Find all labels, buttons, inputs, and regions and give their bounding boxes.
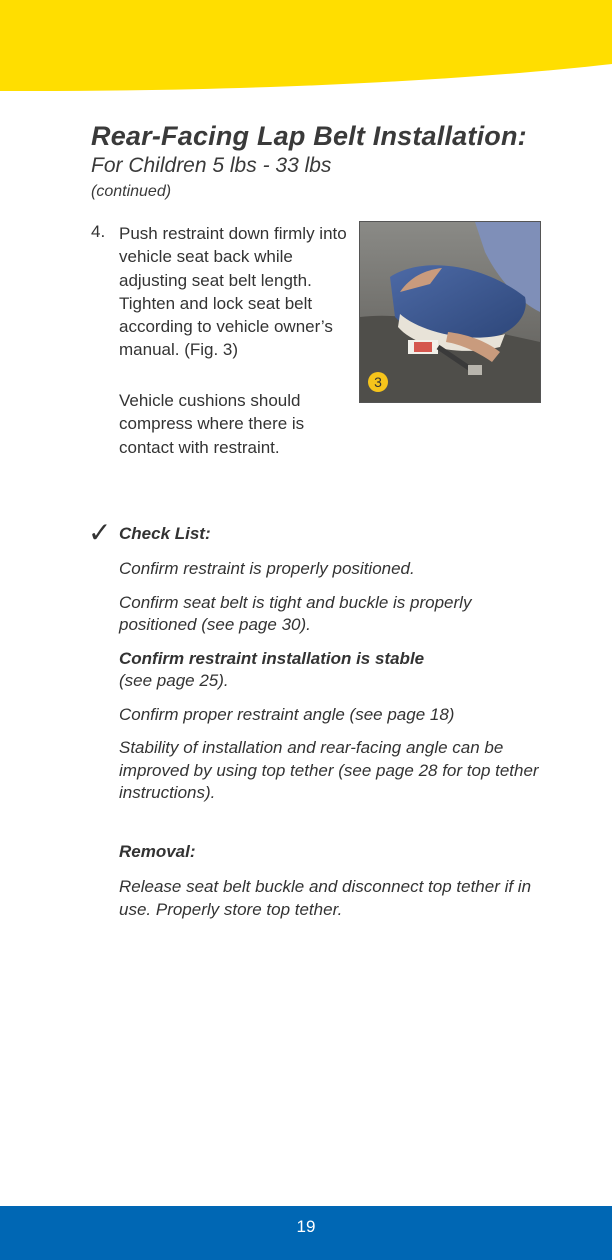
footer-bar xyxy=(0,1206,612,1260)
car-seat-illustration xyxy=(360,222,540,402)
page-number: 19 xyxy=(296,1217,316,1236)
checklist-item: Stability of installation and rear-facing angle can be improved by using top tether (see page 28 for top tether instructions). xyxy=(119,738,539,802)
page-title: Rear-Facing Lap Belt Installation: xyxy=(91,121,527,151)
checklist-heading: Check List: xyxy=(119,524,211,543)
step-number: 4. xyxy=(91,222,106,241)
checklist-items xyxy=(119,558,549,816)
checklist-item: Confirm proper restraint angle (see page 18) xyxy=(119,704,455,724)
checklist-item-reference: (see page 25). xyxy=(119,671,229,690)
header-yellow-band xyxy=(0,0,612,100)
removal-text: Release seat belt buckle and disconnect top tether if in use. Properly store top tether. xyxy=(119,877,532,919)
checklist-item: Confirm seat belt is tight and buckle is properly positioned (see page 30). xyxy=(119,592,472,634)
checkmark-icon: ✓ xyxy=(88,516,112,549)
checklist-item-emphasis: Confirm restraint installation is stable xyxy=(119,648,425,668)
page-subtitle: For Children 5 lbs - 33 lbs xyxy=(91,154,332,177)
checklist-item xyxy=(119,648,549,693)
removal-heading: Removal: xyxy=(119,842,196,861)
figure-number-badge: 3 xyxy=(368,372,388,392)
continued-note: (continued) xyxy=(91,183,172,200)
step-note: Vehicle cushions should compress where there is contact with restraint. xyxy=(119,391,305,457)
step-instruction: Push restraint down firmly into vehicle seat back while adjusting seat belt length. Tighten and lock seat belt according to vehicle owner’s manual. (Fig. 3) xyxy=(119,224,347,360)
checklist-item: Confirm restraint is properly positioned. xyxy=(119,559,415,578)
